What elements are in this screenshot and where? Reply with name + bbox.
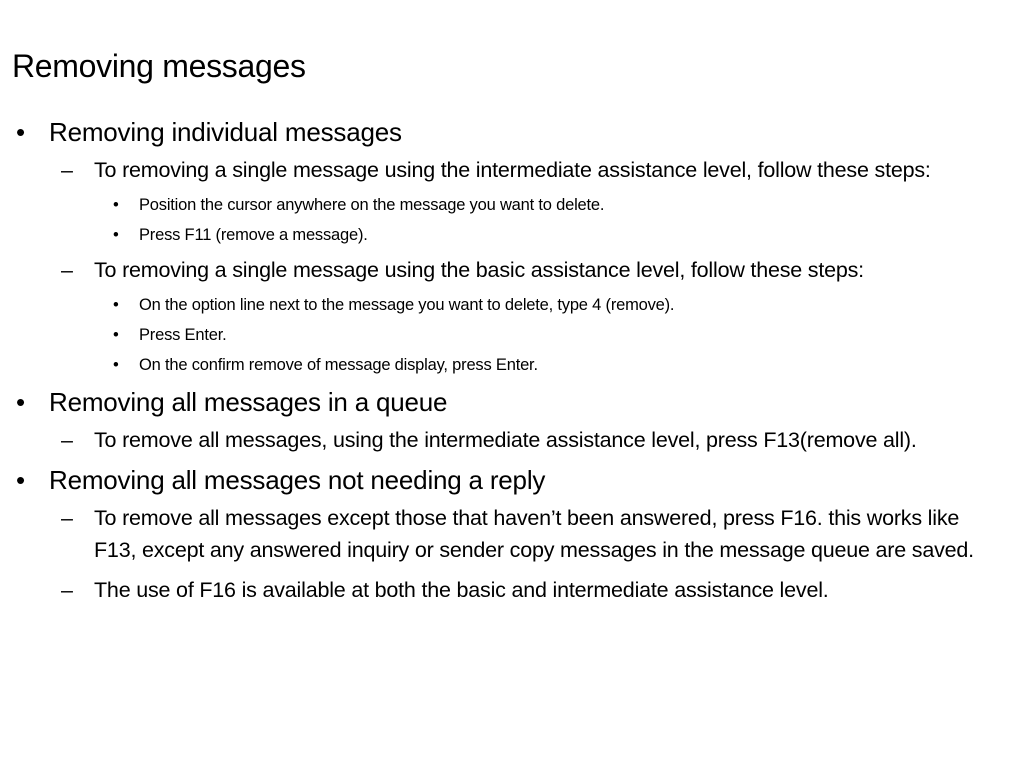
bullet-text: Removing individual messages	[49, 117, 402, 147]
bullet-item-level-2	[0, 154, 1000, 186]
bullet-dash-icon: –	[61, 158, 73, 182]
bullet-dash-icon: –	[61, 506, 73, 530]
bullet-dot-icon: •	[16, 465, 25, 495]
bullet-text: Position the cursor anywhere on the message you want to delete.	[139, 196, 605, 214]
bullet-item-level-1	[0, 116, 1000, 148]
bullet-dot-icon: •	[113, 356, 119, 374]
bullet-dot-icon: •	[113, 326, 119, 344]
bullet-item-level-3	[0, 320, 1000, 350]
bullet-item-level-3	[0, 290, 1000, 320]
bullet-item-level-3	[0, 220, 1000, 250]
bullet-text: To removing a single message using the intermediate assistance level, follow these steps:	[94, 158, 931, 182]
bullet-text: Removing all messages in a queue	[49, 387, 448, 417]
bullet-text: To remove all messages except those that haven’t been answered, press F16. this works like F13, except any answered inquiry or sender copy messages in the message queue are saved.	[94, 506, 974, 562]
bullet-text: On the confirm remove of message display, press Enter.	[139, 356, 538, 374]
bullet-text: Press F11 (remove a message).	[139, 226, 368, 244]
bullet-dot-icon: •	[113, 196, 119, 214]
bullet-dot-icon: •	[113, 296, 119, 314]
bullet-text: Removing all messages not needing a reply	[49, 465, 546, 495]
bullet-text: To remove all messages, using the intermediate assistance level, press F13(remove all).	[94, 428, 917, 452]
bullet-dash-icon: –	[61, 258, 73, 282]
bullet-item-level-1	[0, 464, 1000, 496]
bullet-dash-icon: –	[61, 578, 73, 602]
bullet-item-level-3	[0, 190, 1000, 220]
bullet-dash-icon: –	[61, 428, 73, 452]
slide-content	[0, 116, 1000, 610]
bullet-dot-icon: •	[16, 117, 25, 147]
bullet-text: The use of F16 is available at both the basic and intermediate assistance level.	[94, 578, 829, 602]
bullet-item-level-2	[0, 574, 1000, 606]
bullet-item-level-2	[0, 424, 1000, 456]
bullet-dot-icon: •	[113, 226, 119, 244]
bullet-text: On the option line next to the message you want to delete, type 4 (remove).	[139, 296, 675, 314]
bullet-dot-icon: •	[16, 387, 25, 417]
bullet-item-level-2	[0, 502, 1000, 566]
bullet-item-level-1	[0, 386, 1000, 418]
bullet-item-level-3	[0, 350, 1000, 380]
bullet-text: To removing a single message using the basic assistance level, follow these steps:	[94, 258, 864, 282]
bullet-item-level-2	[0, 254, 1000, 286]
slide-title: Removing messages	[12, 48, 306, 84]
bullet-text: Press Enter.	[139, 326, 227, 344]
